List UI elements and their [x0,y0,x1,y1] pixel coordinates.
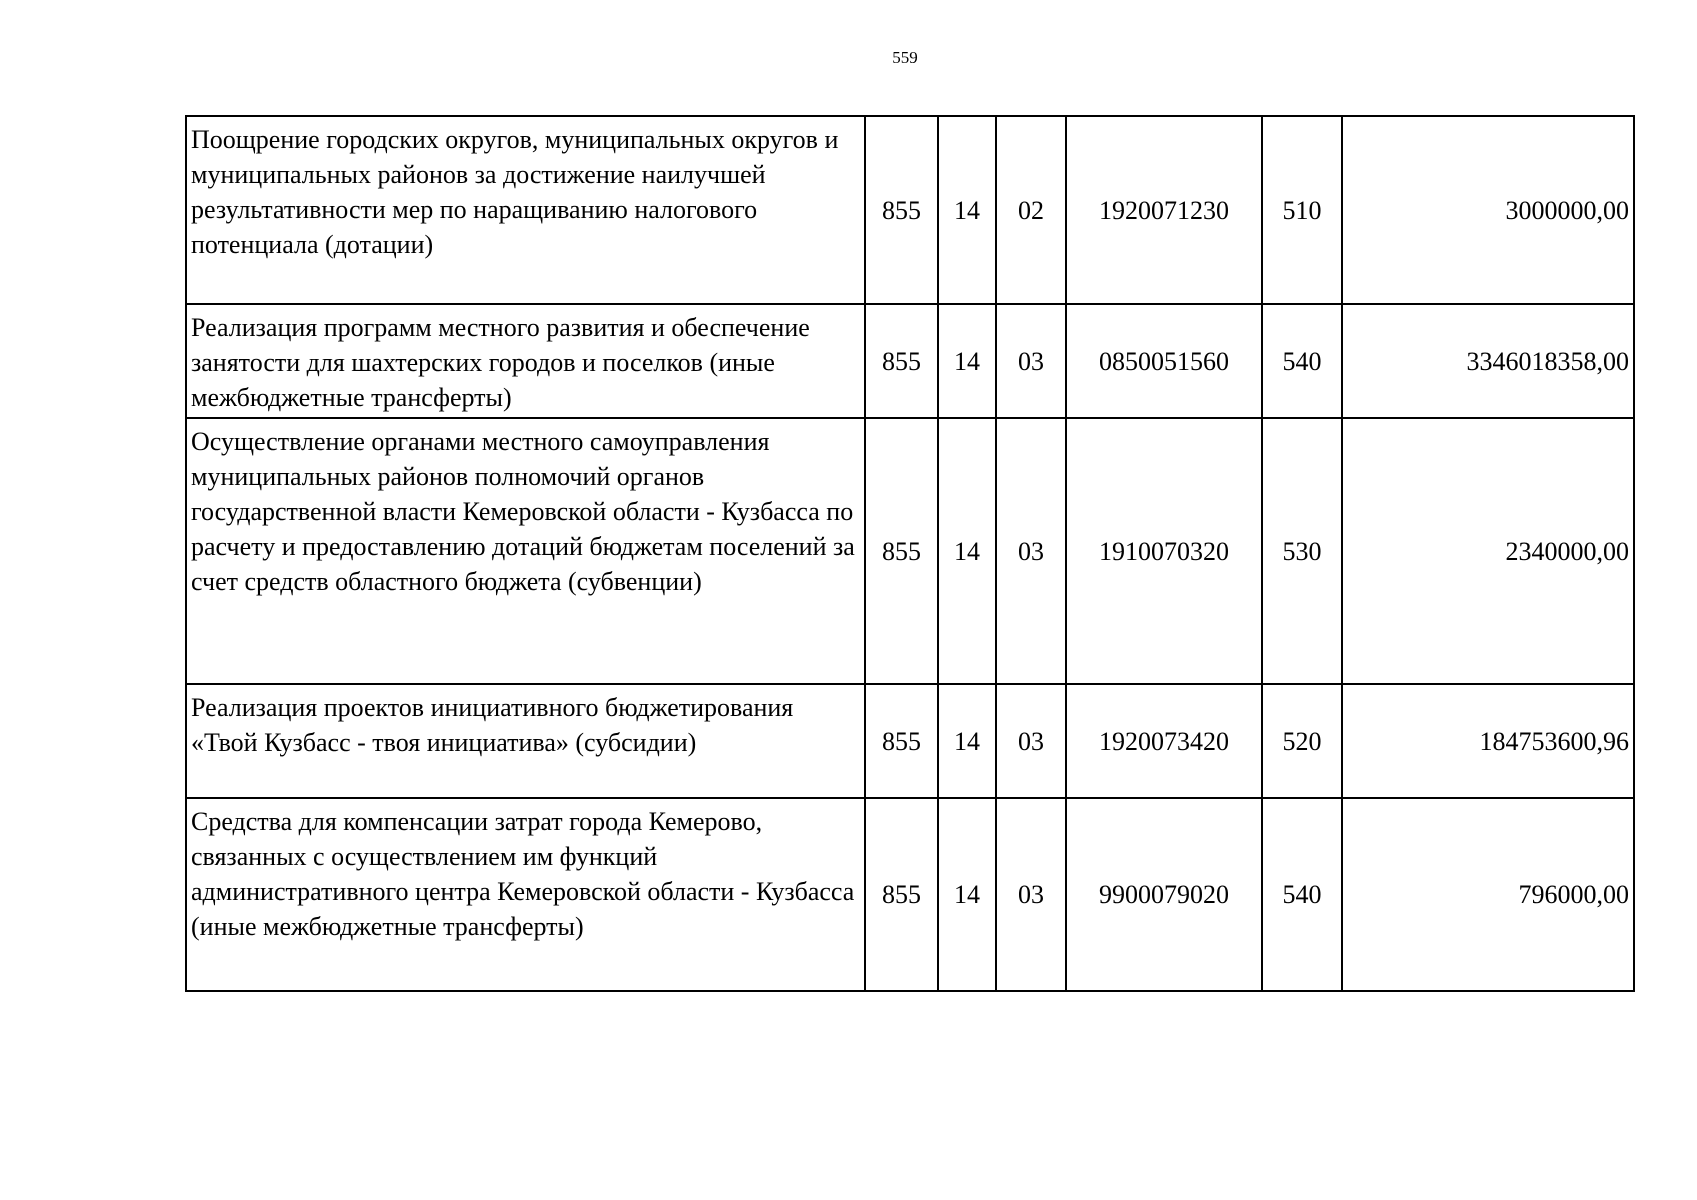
table-row [186,116,1634,304]
expense-type-cell: 540 [1262,304,1342,418]
table-row [186,684,1634,798]
amount-cell: 2340000,00 [1342,418,1634,684]
expense-type-cell: 530 [1262,418,1342,684]
target-article-cell: 0850051560 [1066,304,1262,418]
razdel-cell: 14 [938,304,996,418]
expense-type-cell: 520 [1262,684,1342,798]
table-row [186,798,1634,991]
glava-cell: 855 [865,684,938,798]
target-article-cell: 9900079020 [1066,798,1262,991]
amount-cell: 796000,00 [1342,798,1634,991]
podrazdel-cell: 03 [996,418,1066,684]
expense-type-cell: 540 [1262,798,1342,991]
glava-cell: 855 [865,798,938,991]
budget-table [185,115,1635,992]
amount-cell: 3346018358,00 [1342,304,1634,418]
razdel-cell: 14 [938,798,996,991]
glava-cell: 855 [865,418,938,684]
row-name-cell: Средства для компенсации затрат города Кемерово, связанных с осуществлением им функций административного центра Кемеровской области - Кузбасса (иные межбюджетные трансферты) [186,798,865,991]
expense-type-cell: 510 [1262,116,1342,304]
glava-cell: 855 [865,304,938,418]
amount-cell: 3000000,00 [1342,116,1634,304]
table-row [186,418,1634,684]
table-row [186,304,1634,418]
razdel-cell: 14 [938,418,996,684]
target-article-cell: 1920071230 [1066,116,1262,304]
row-name-cell: Реализация программ местного развития и обеспечение занятости для шахтерских городов и поселков (иные межбюджетные трансферты) [186,304,865,418]
podrazdel-cell: 03 [996,304,1066,418]
target-article-cell: 1910070320 [1066,418,1262,684]
page-number: 559 [892,48,918,67]
razdel-cell: 14 [938,116,996,304]
row-name-cell: Осуществление органами местного самоуправления муниципальных районов полномочий органов государственной власти Кемеровской области - Кузбасса по расчету и предоставлению дотаций бюджетам поселений за счет средств областного бюджета (субвенции) [186,418,865,684]
razdel-cell: 14 [938,684,996,798]
amount-cell: 184753600,96 [1342,684,1634,798]
row-name-cell: Поощрение городских округов, муниципальных округов и муниципальных районов за достижение наилучшей результативности мер по наращиванию налогового потенциала (дотации) [186,116,865,304]
row-name-cell: Реализация проектов инициативного бюджетирования «Твой Кузбасс - твоя инициатива» (субсидии) [186,684,865,798]
podrazdel-cell: 02 [996,116,1066,304]
glava-cell: 855 [865,116,938,304]
target-article-cell: 1920073420 [1066,684,1262,798]
podrazdel-cell: 03 [996,798,1066,991]
podrazdel-cell: 03 [996,684,1066,798]
